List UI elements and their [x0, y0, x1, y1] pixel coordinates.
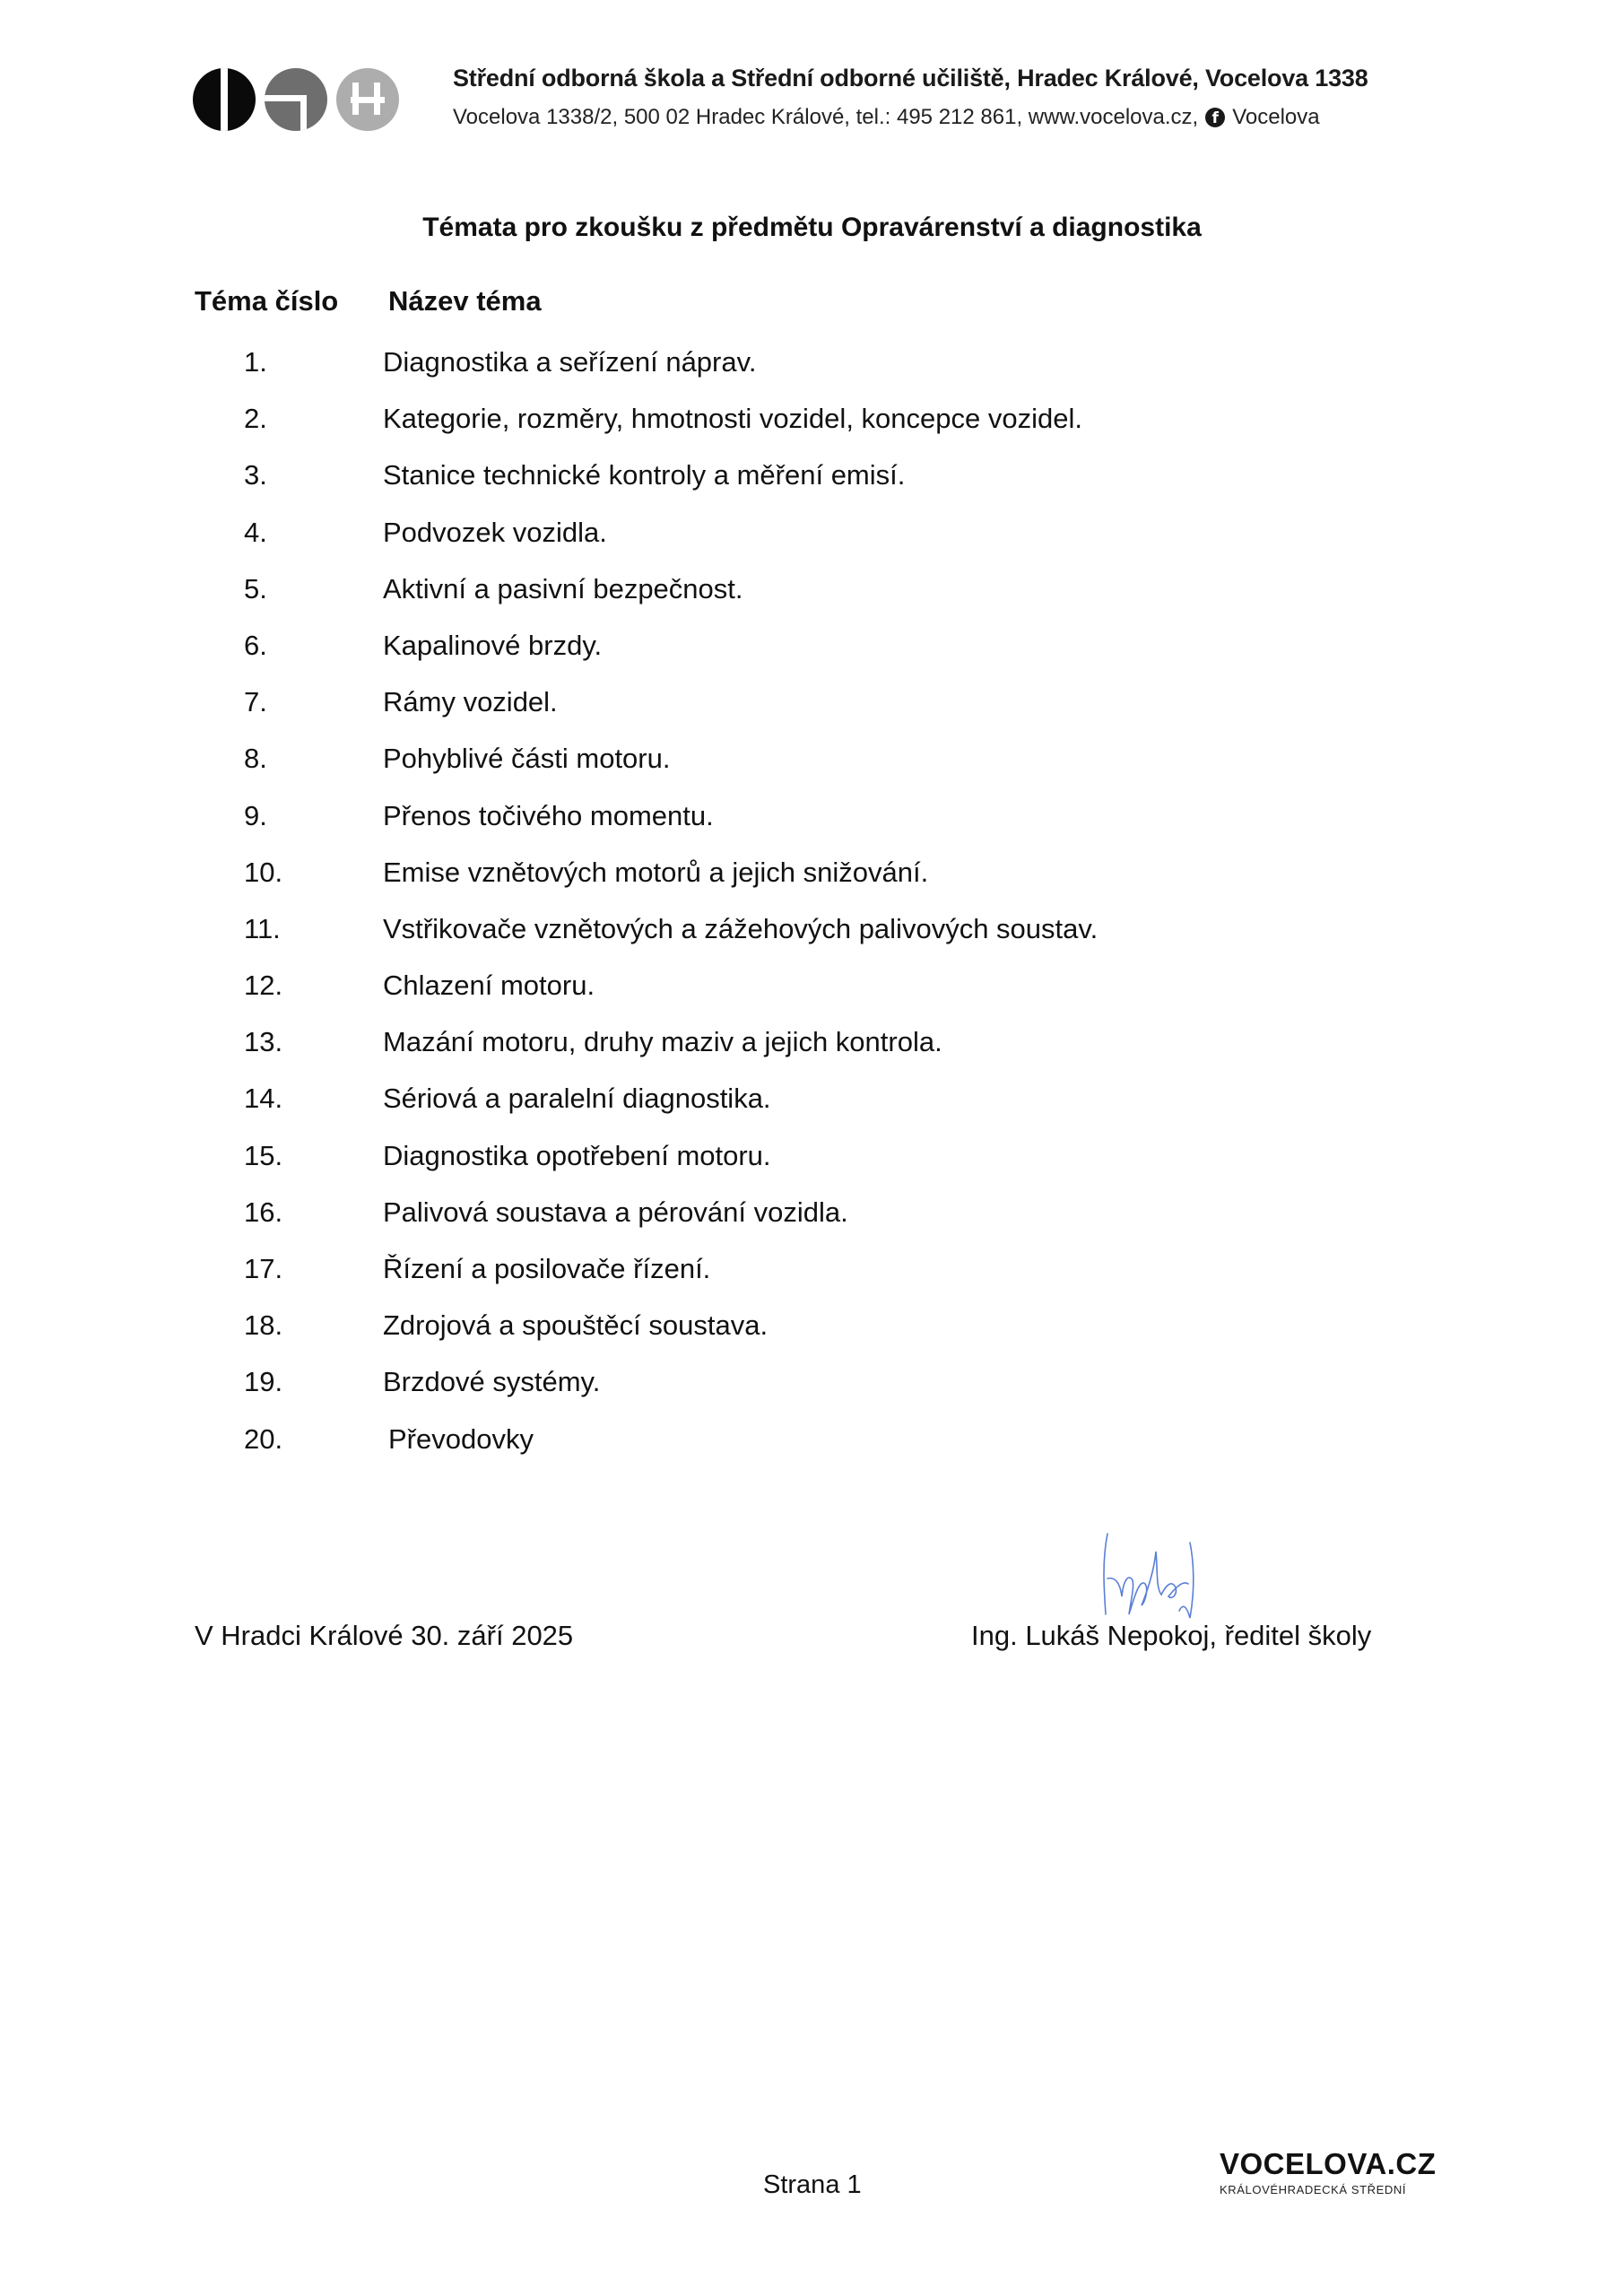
topic-row — [195, 800, 1450, 857]
topic-name: Mazání motoru, druhy maziv a jejich kontrola. — [383, 1026, 942, 1058]
topic-row — [195, 346, 1450, 403]
topic-row — [195, 1196, 1450, 1253]
facebook-icon: f — [1205, 108, 1225, 127]
topic-row — [195, 1253, 1450, 1309]
topic-name: Emise vznětových motorů a jejich snižování. — [383, 856, 929, 888]
topic-row — [195, 686, 1450, 743]
topic-name: Převodovky — [388, 1422, 534, 1455]
topic-number: 15. — [244, 1139, 283, 1171]
topic-number: 4. — [244, 516, 267, 548]
topic-row — [195, 573, 1450, 630]
address-line: Vocelova 1338/2, 500 02 Hradec Králové, tel.: 495 212 861, www.vocelova.cz, — [453, 105, 1199, 129]
topic-number: 2. — [244, 403, 267, 435]
topic-number: 12. — [244, 970, 283, 1002]
topic-name: Kategorie, rozměry, hmotnosti vozidel, koncepce vozidel. — [383, 403, 1082, 435]
page-number: Strana 1 — [763, 2170, 862, 2199]
topic-name: Podvozek vozidla. — [383, 516, 607, 548]
topic-row — [195, 1423, 1450, 1480]
topic-row — [195, 517, 1450, 573]
logo-circle-gray-icon — [265, 68, 327, 131]
brand-main: VOCELOVA.CZ — [1220, 2147, 1437, 2180]
topic-name: Brzdové systémy. — [383, 1366, 601, 1398]
facebook-label: Vocelova — [1232, 105, 1320, 129]
topic-row — [195, 743, 1450, 799]
topic-name: Vstřikovače vznětových a zážehových palivových soustav. — [383, 912, 1099, 944]
topic-name: Řízení a posilovače řízení. — [383, 1253, 711, 1284]
topic-name: Chlazení motoru. — [383, 970, 595, 1002]
topic-number: 18. — [244, 1309, 283, 1342]
topic-number: 5. — [244, 572, 267, 604]
topic-list — [195, 346, 1450, 1480]
footer-brand-logo — [1220, 2147, 1436, 2196]
topic-row — [195, 1309, 1450, 1366]
topic-row — [195, 913, 1450, 970]
topic-number: 13. — [244, 1026, 283, 1058]
school-name: Střední odborná škola a Střední odborné učiliště, Hradec Králové, Vocelova 1338 — [453, 65, 1368, 91]
topic-name: Kapalinové brzdy. — [383, 629, 603, 661]
topic-name: Sériová a paralelní diagnostika. — [383, 1083, 771, 1115]
topic-name: Rámy vozidel. — [383, 686, 558, 718]
topic-row — [195, 857, 1450, 913]
topic-number: 16. — [244, 1196, 283, 1228]
signature-image — [1090, 1525, 1233, 1623]
topic-number: 19. — [244, 1366, 283, 1398]
document-title: Témata pro zkoušku z předmětu Opravárenství a diagnostika — [422, 213, 1202, 242]
topic-row — [195, 459, 1450, 516]
header-topic-name: Název téma — [388, 285, 542, 317]
place-date: V Hradci Králové 30. září 2025 — [195, 1620, 574, 1651]
header-topic-number: Téma číslo — [195, 285, 339, 317]
topic-number: 1. — [244, 346, 267, 378]
topic-number: 14. — [244, 1083, 283, 1115]
topic-name: Diagnostika opotřebení motoru. — [383, 1139, 771, 1171]
topic-name: Pohyblivé části motoru. — [383, 743, 671, 775]
topic-number: 10. — [244, 856, 283, 888]
topic-number: 17. — [244, 1253, 283, 1284]
logo-circle-lightgray-icon — [336, 68, 399, 131]
logo-circle-black-icon — [193, 68, 256, 131]
topic-row — [195, 630, 1450, 686]
topic-number: 3. — [244, 459, 267, 491]
topic-number: 9. — [244, 799, 267, 831]
brand-sub: KRÁLOVÉHRADECKÁ STŘEDNÍ — [1220, 2183, 1407, 2196]
topic-name: Zdrojová a spouštěcí soustava. — [383, 1309, 769, 1342]
topic-name: Palivová soustava a pérování vozidla. — [383, 1196, 848, 1228]
school-address — [453, 105, 1368, 130]
school-logo — [193, 68, 399, 140]
topic-row — [195, 403, 1450, 459]
topic-number: 20. — [244, 1422, 283, 1455]
topic-row — [195, 1083, 1450, 1139]
topic-number: 8. — [244, 743, 267, 775]
topic-number: 6. — [244, 629, 267, 661]
topic-name: Přenos točivého momentu. — [383, 799, 714, 831]
topic-row — [195, 1366, 1450, 1422]
topic-number: 11. — [244, 912, 281, 944]
topic-name: Stanice technické kontroly a měření emisí. — [383, 459, 906, 491]
topic-number: 7. — [244, 686, 267, 718]
topic-name: Diagnostika a seřízení náprav. — [383, 346, 757, 378]
signatory: Ing. Lukáš Nepokoj, ředitel školy — [971, 1620, 1372, 1651]
topic-row — [195, 1026, 1450, 1083]
topic-row — [195, 1140, 1450, 1196]
letterhead — [193, 65, 1448, 145]
topic-name: Aktivní a pasivní bezpečnost. — [383, 572, 743, 604]
topic-row — [195, 970, 1450, 1026]
